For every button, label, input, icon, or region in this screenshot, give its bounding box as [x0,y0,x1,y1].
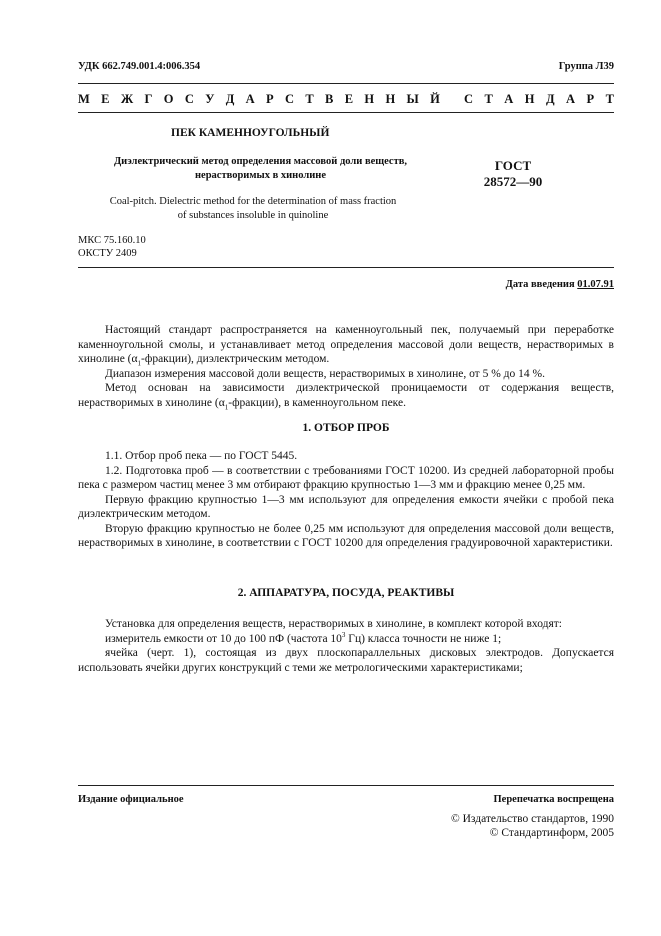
section-2-paragraph-3: ячейка (черт. 1), состоящая из двух плоскопараллельных дисковых электродов. Допускается использовать ячейки других конструкций с теми же метрологическими характеристиками; [78,647,614,674]
official-edition: Издание официальное [78,794,184,805]
banner-letter: А [504,92,514,106]
intro-paragraph-3: Метод основан на зависимости диэлектрической проницаемости от содержания веществ, нерастворимых в хинолине $(\alpha_1-фракции)$, в каменноугольном пеке. [78,382,614,411]
copyright-line-2: © Стандартинформ, 2005 [489,827,614,839]
banner-word-2 [464,92,614,107]
document-subtitle [78,155,443,183]
section-1-heading: 1. ОТБОР ПРОБ [302,422,390,434]
banner-letter: С [285,92,295,106]
banner-letter: А [566,92,576,106]
banner-letter: Н [385,92,396,106]
banner-letter: Т [484,92,493,106]
copyright-line-1: © Издательство стандартов, 1990 [450,813,614,825]
banner-letter: Е [344,92,354,106]
interstate-standard-banner [78,92,614,107]
banner-word-1 [78,92,440,107]
classification-codes [78,234,146,260]
gost-number: 28572—90 [483,174,543,189]
banner-letter: Д [545,92,555,106]
section-2-paragraph-1: Установка для определения веществ, нерастворимых в хинолине, в комплект которой входят: [105,618,562,630]
section-1-paragraph-1: 1.1. Отбор проб пека — по ГОСТ 5445. [105,450,298,462]
group-code: Группа Л39 [558,61,614,72]
banner-letter: Р [266,92,274,106]
banner-letter: С [184,92,194,106]
banner-letter: Р [586,92,595,106]
okstu-code: ОКСТУ 2409 [78,248,137,259]
udk-code: УДК 662.749.001.4:006.354 [78,61,201,72]
banner-letter: Й [430,92,440,106]
reprint-notice: Перепечатка воспрещена [493,794,614,805]
banner-rule [78,112,614,113]
banner-letter: С [464,92,474,106]
banner-letter: М [78,92,90,106]
banner-letter: Т [305,92,314,106]
intro-text [78,323,614,410]
top-rule [78,83,614,84]
english-line-2: of substances insoluble in quinoline [177,210,329,221]
banner-letter: Д [225,92,235,106]
section-2-paragraph-2: измеритель емкости от 10 до 100 пФ (частота $10^3$ Гц) класса точности не ниже 1; [105,630,502,645]
banner-letter: У [205,92,215,106]
english-line-1: Coal-pitch. Dielectric method for the determination of mass fraction [109,196,397,207]
section-1-text [78,449,614,551]
banner-letter: Г [144,92,153,106]
intro-date-label: Дата введения [505,279,575,290]
section-2-text [78,617,614,675]
mks-code: МКС 75.160.10 [78,235,146,246]
section-1-paragraph-4: Вторую фракцию крупностью не более 0,25 мм используют для определения массовой доли веществ, нерастворимых в хинолине, в соответствии с ГОСТ 10200 для определения градуировочной характеристики. [78,522,614,549]
intro-paragraph-1: Настоящий стандарт распространяется на каменноугольный пек, получаемый при переработке каменноугольной смолы, и устанавливает метод определения массовой доли веществ, нерастворимых в хинолине $(\alpha_1-фракции)$, диэлектрическим методом. [78,324,614,368]
banner-letter: А [245,92,255,106]
document-title: ПЕК КАМЕННОУГОЛЬНЫЙ [171,127,330,139]
footer-rule [78,785,614,786]
gost-label: ГОСТ [494,158,532,173]
codes-rule [78,267,614,268]
section-1-paragraph-3: Первую фракцию крупностью 1—3 мм используют для определения емкости ячейки с пробой пека диэлектрическим методом. [78,493,614,520]
intro-paragraph-2: Диапазон измерения массовой доли веществ, нерастворимых в хинолине, от 5 % до 14 %. [105,367,545,380]
banner-letter: Н [364,92,375,106]
subtitle-line-1: Диэлектрический метод определения массовой доли веществ, [113,156,408,167]
section-1-paragraph-2: 1.2. Подготовка проб — в соответствии с требованиями ГОСТ 10200. Из средней лабораторной пробы пека с размером частиц менее 3 мм отбирают фракцию крупностью 1—3 мм и фракцию менее 0,25 мм. [78,464,614,491]
section-2-heading: 2. АППАРАТУРА, ПОСУДА, РЕАКТИВЫ [237,587,455,599]
introduction-date [506,279,614,290]
gost-designation [478,158,548,190]
banner-letter: Н [524,92,535,106]
banner-letter: О [163,92,174,106]
banner-letter: В [325,92,334,106]
banner-letter: Т [605,92,614,106]
english-title [78,195,428,223]
copyright-block [451,812,614,840]
intro-date-value: 01.07.91 [577,279,614,290]
banner-letter: Е [101,92,110,106]
subtitle-line-2: нерастворимых в хинолине [195,170,326,181]
banner-letter: Ж [120,92,134,106]
banner-letter: Ы [406,92,419,106]
